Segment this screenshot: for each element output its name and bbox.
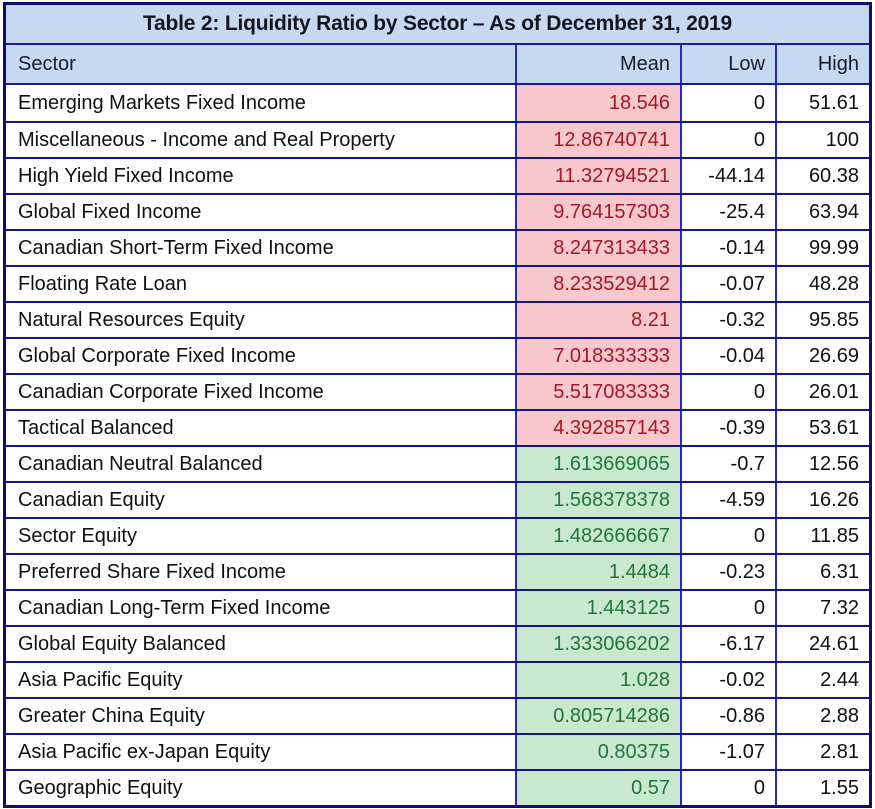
table-header-row: [6, 45, 869, 85]
mean-cell: 1.4484: [515, 555, 680, 589]
high-cell: 100: [775, 123, 869, 157]
low-cell: -0.32: [680, 303, 775, 337]
low-cell: -0.04: [680, 339, 775, 373]
high-cell: 16.26: [775, 483, 869, 517]
sector-cell: Greater China Equity: [18, 704, 205, 727]
sector-cell: Geographic Equity: [18, 776, 183, 799]
mean-cell: 8.233529412: [515, 267, 680, 301]
high-cell: 1.55: [775, 771, 869, 805]
mean-cell: 5.517083333: [515, 375, 680, 409]
low-cell: -4.59: [680, 483, 775, 517]
low-cell: 0: [680, 85, 775, 121]
low-cell: -0.7: [680, 447, 775, 481]
low-cell: -0.14: [680, 231, 775, 265]
column-header-sector: Sector: [18, 52, 76, 75]
sector-cell: High Yield Fixed Income: [18, 164, 234, 187]
sector-cell: Sector Equity: [18, 524, 137, 547]
sector-cell: Canadian Equity: [18, 488, 165, 511]
sector-cell: Global Equity Balanced: [18, 632, 226, 655]
low-cell: 0: [680, 771, 775, 805]
high-cell: 2.88: [775, 699, 869, 733]
low-cell: 0: [680, 519, 775, 553]
high-cell: 7.32: [775, 591, 869, 625]
high-cell: 48.28: [775, 267, 869, 301]
sector-cell: Global Corporate Fixed Income: [18, 344, 296, 367]
mean-cell: 8.247313433: [515, 231, 680, 265]
low-cell: -0.07: [680, 267, 775, 301]
low-cell: 0: [680, 375, 775, 409]
mean-cell: 8.21: [515, 303, 680, 337]
low-cell: -0.86: [680, 699, 775, 733]
high-cell: 26.69: [775, 339, 869, 373]
mean-cell: 1.333066202: [515, 627, 680, 661]
high-cell: 63.94: [775, 195, 869, 229]
sector-cell: Floating Rate Loan: [18, 272, 188, 295]
high-cell: 95.85: [775, 303, 869, 337]
low-cell: -0.02: [680, 663, 775, 697]
table-row: [6, 301, 869, 337]
mean-cell: 1.482666667: [515, 519, 680, 553]
low-cell: 0: [680, 123, 775, 157]
table-row: [6, 85, 869, 121]
sector-cell: Canadian Long-Term Fixed Income: [18, 596, 331, 619]
high-cell: 12.56: [775, 447, 869, 481]
table-body: [6, 85, 869, 805]
table-row: [6, 769, 869, 805]
sector-cell: Canadian Neutral Balanced: [18, 452, 263, 475]
sector-cell: Canadian Corporate Fixed Income: [18, 380, 324, 403]
mean-cell: 4.392857143: [515, 411, 680, 445]
table-row: [6, 229, 869, 265]
table-row: [6, 517, 869, 553]
table-row: [6, 193, 869, 229]
mean-cell: 1.568378378: [515, 483, 680, 517]
sector-cell: Miscellaneous - Income and Real Property: [18, 128, 395, 151]
mean-cell: 1.443125: [515, 591, 680, 625]
low-cell: -0.39: [680, 411, 775, 445]
low-cell: -0.23: [680, 555, 775, 589]
low-cell: -44.14: [680, 159, 775, 193]
low-cell: 0: [680, 591, 775, 625]
low-cell: -25.4: [680, 195, 775, 229]
mean-cell: 12.86740741: [515, 123, 680, 157]
high-cell: 24.61: [775, 627, 869, 661]
table-row: [6, 661, 869, 697]
low-cell: -6.17: [680, 627, 775, 661]
mean-cell: 18.546: [515, 85, 680, 121]
sector-cell: Asia Pacific Equity: [18, 668, 183, 691]
low-cell: -1.07: [680, 735, 775, 769]
mean-cell: 11.32794521: [515, 159, 680, 193]
table-row: [6, 733, 869, 769]
column-header-low: Low: [680, 45, 775, 83]
table-row: [6, 445, 869, 481]
high-cell: 26.01: [775, 375, 869, 409]
liquidity-ratio-table: [3, 2, 872, 808]
high-cell: 99.99: [775, 231, 869, 265]
mean-cell: 0.805714286: [515, 699, 680, 733]
sector-cell: Emerging Markets Fixed Income: [18, 91, 306, 114]
table-row: [6, 265, 869, 301]
high-cell: 60.38: [775, 159, 869, 193]
table-row: [6, 625, 869, 661]
mean-cell: 9.764157303: [515, 195, 680, 229]
high-cell: 51.61: [775, 85, 869, 121]
sector-cell: Natural Resources Equity: [18, 308, 245, 331]
mean-cell: 1.028: [515, 663, 680, 697]
high-cell: 53.61: [775, 411, 869, 445]
mean-cell: 0.57: [515, 771, 680, 805]
table-row: [6, 157, 869, 193]
sector-cell: Global Fixed Income: [18, 200, 202, 223]
sector-cell: Asia Pacific ex-Japan Equity: [18, 740, 271, 763]
high-cell: 2.44: [775, 663, 869, 697]
mean-cell: 7.018333333: [515, 339, 680, 373]
sector-cell: Canadian Short-Term Fixed Income: [18, 236, 334, 259]
sector-cell: Tactical Balanced: [18, 416, 174, 439]
table-row: [6, 697, 869, 733]
table-row: [6, 373, 869, 409]
table-row: [6, 409, 869, 445]
table-row: [6, 481, 869, 517]
table-title: Table 2: Liquidity Ratio by Sector – As of December 31, 2019: [6, 5, 869, 45]
high-cell: 11.85: [775, 519, 869, 553]
mean-cell: 0.80375: [515, 735, 680, 769]
column-header-high: High: [775, 45, 869, 83]
table-row: [6, 553, 869, 589]
table-row: [6, 337, 869, 373]
high-cell: 6.31: [775, 555, 869, 589]
high-cell: 2.81: [775, 735, 869, 769]
table-row: [6, 121, 869, 157]
mean-cell: 1.613669065: [515, 447, 680, 481]
sector-cell: Preferred Share Fixed Income: [18, 560, 286, 583]
table-row: [6, 589, 869, 625]
column-header-mean: Mean: [515, 45, 680, 83]
